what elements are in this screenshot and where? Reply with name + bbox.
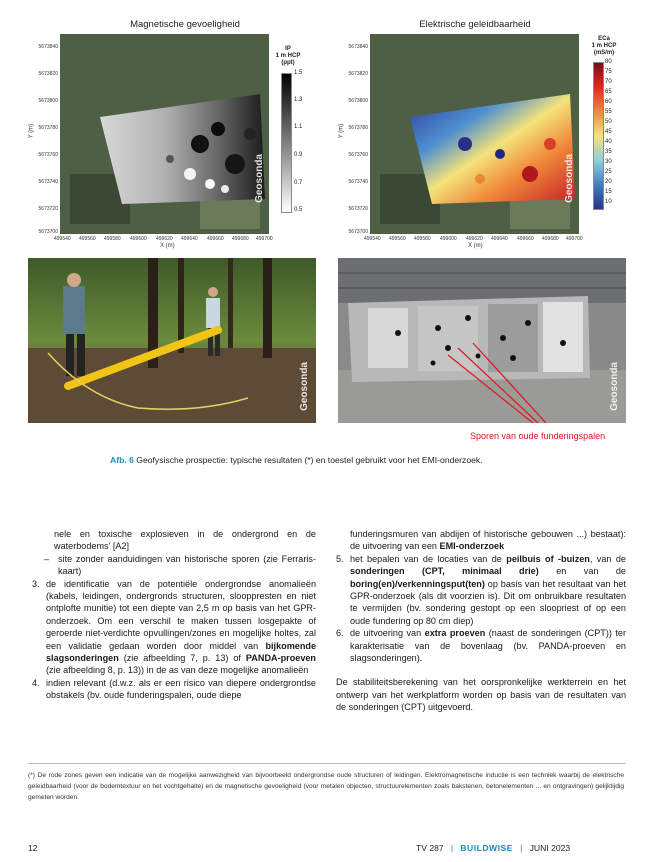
- y-tick: 5673840: [38, 44, 58, 50]
- left-colorbar: [281, 73, 292, 213]
- y-tick: 5673700: [348, 229, 368, 235]
- left-colorbar-ticks: [294, 70, 314, 215]
- left-colorbar-title: [270, 46, 306, 67]
- text-span: het bepalen van de locaties van de: [350, 553, 507, 564]
- field-photo: [28, 258, 316, 423]
- page-number: 12: [28, 843, 38, 853]
- bold-span: extra proeven: [424, 628, 486, 639]
- bold-span: peilbuis of -buizen: [506, 553, 590, 564]
- cb-tick: 15: [605, 189, 612, 195]
- caption-text: Geofysische prospectie: typische resultaten (*) en toestel gebruikt voor het EMI-onderzoek.: [133, 455, 483, 465]
- figure-caption: [110, 455, 570, 465]
- text-span: (naast de sonderingen (CPT)) ter karakterisatie van de bovenlaag (bv. PANDA-proeven en slagsonderingen).: [350, 628, 626, 664]
- cb-tick: 20: [605, 179, 612, 185]
- x-tick: 499640: [181, 236, 198, 242]
- x-tick: 499560: [79, 236, 96, 242]
- photo-watermark: Geosonda: [299, 362, 310, 411]
- right-text-column: [336, 528, 626, 714]
- cb-title-line: ECa: [598, 36, 610, 42]
- text-span: funderingsmuren van abdijen of historische gebouwen ...) bestaat): de uitvoering van een: [350, 529, 626, 552]
- cb-title-line: 1 m HCP: [591, 43, 617, 49]
- cb-tick: 75: [605, 69, 612, 75]
- y-tick: 5673700: [38, 229, 58, 235]
- cb-tick: 10: [605, 199, 612, 205]
- cb-tick: 0.5: [294, 207, 303, 213]
- x-tick: 499680: [542, 236, 559, 242]
- x-tick: 499600: [130, 236, 147, 242]
- right-plot-x-label: X (m): [468, 243, 483, 249]
- bold-span: boring(en)/verkenningsput(ten): [350, 578, 485, 589]
- text-span: de uitvoering van: [350, 628, 425, 639]
- cb-tick: 55: [605, 109, 612, 115]
- aerial-photo-svg: [338, 258, 626, 423]
- bold-span: sonderingen (CPT, minimaal drie): [350, 566, 539, 577]
- list-number: 4.: [32, 677, 40, 688]
- list-item-4-text: indien relevant (d.w.z. als er een risico van diepere ondergrondse obstakels (bv. oude funderingspalen, oude diepe: [46, 677, 316, 701]
- list-item-3: [32, 578, 316, 677]
- left-plot-x-label: X (m): [160, 243, 175, 249]
- x-tick: 499620: [156, 236, 173, 242]
- field-photo-svg: [28, 258, 316, 423]
- cb-tick: 35: [605, 149, 612, 155]
- footer-meta: [416, 843, 570, 853]
- x-tick: 499600: [440, 236, 457, 242]
- y-tick: 5673760: [348, 152, 368, 158]
- cb-title-line: (mS/m): [593, 50, 615, 56]
- continuation-text: nele en toxische explosieven in de ondergrond en de waterbodems' [A2]: [54, 529, 316, 552]
- x-tick: 499580: [414, 236, 431, 242]
- left-magnetic-map-svg: [60, 34, 269, 234]
- y-tick: 5673820: [348, 71, 368, 77]
- text-span: (zie afbeelding 8, p. 13)) in de as van deze mogelijke anomalieën: [46, 665, 309, 676]
- right-plot-y-label: Y (m): [338, 123, 345, 139]
- cb-tick: 1.1: [294, 124, 303, 130]
- bold-span: bijkomende slagsonderingen: [46, 640, 316, 664]
- y-tick: 5673840: [348, 44, 368, 50]
- x-tick: 499620: [466, 236, 483, 242]
- x-tick: 499700: [256, 236, 273, 242]
- list-number: 3.: [32, 578, 40, 589]
- footer-separator: |: [515, 843, 528, 853]
- continuation-text: [336, 528, 626, 553]
- cb-tick: 80: [605, 59, 612, 65]
- aerial-watermark: Geosonda: [609, 362, 620, 411]
- list-item-5: [336, 553, 626, 627]
- y-tick: 5673760: [38, 152, 58, 158]
- left-text-column: [32, 528, 316, 702]
- cb-tick: 65: [605, 89, 612, 95]
- funderingspalen-annotation: Sporen van oude funderingspalen: [470, 431, 606, 441]
- bold-span: EMI-onderzoek: [439, 541, 505, 552]
- right-colorbar-title: [582, 36, 626, 57]
- cb-tick: 0.7: [294, 180, 303, 186]
- cb-title-line: (ppt): [281, 60, 295, 66]
- cb-tick: 40: [605, 139, 612, 145]
- cb-tick: 0.9: [294, 152, 303, 158]
- x-tick: 499580: [104, 236, 121, 242]
- x-tick: 499660: [517, 236, 534, 242]
- left-map-watermark: Geosonda: [254, 154, 265, 203]
- list-item-6-text: [350, 627, 626, 664]
- cb-tick: 1.3: [294, 97, 303, 103]
- right-colorbar: [593, 62, 604, 210]
- list-item-3-text: [46, 578, 316, 677]
- caption-label: Afb. 6: [110, 455, 134, 465]
- y-tick: 5673720: [38, 206, 58, 212]
- issue-number: TV 287: [416, 843, 444, 853]
- y-tick: 5673800: [348, 98, 368, 104]
- right-plot-title: Elektrische geleidbaarheid: [419, 19, 531, 30]
- footnote-divider: [28, 763, 626, 764]
- cb-tick: 50: [605, 119, 612, 125]
- cb-tick: 45: [605, 129, 612, 135]
- cb-title-line: 1 m HCP: [275, 53, 301, 59]
- x-tick: 499660: [207, 236, 224, 242]
- y-tick: 5673740: [348, 179, 368, 185]
- closing-paragraph: De stabiliteitsberekening van het oorspronkelijke werkterrein en het ontwerp van het werkplatform worden op basis van de resultaten van de sonderingen (CPT) uitgevoerd.: [336, 677, 626, 713]
- right-map-watermark: Geosonda: [564, 154, 575, 203]
- right-conductivity-map-svg: [370, 34, 579, 234]
- dash-item-text: site zonder aanduidingen van historische sporen (zie Ferraris-kaart): [58, 553, 316, 577]
- x-tick: 499540: [54, 236, 71, 242]
- y-tick: 5673820: [38, 71, 58, 77]
- right-colorbar-ticks: [605, 59, 627, 214]
- y-tick: 5673780: [348, 125, 368, 131]
- list-item-4: [32, 677, 316, 702]
- list-number: 6.: [336, 628, 344, 639]
- cb-tick: 70: [605, 79, 612, 85]
- x-tick: 499700: [566, 236, 583, 242]
- brand-name: BUILDWISE: [460, 843, 514, 853]
- left-plot-title: Magnetische gevoeligheid: [130, 19, 240, 30]
- dash-bullet: –: [44, 553, 50, 564]
- issue-date: JUNI 2023: [529, 843, 571, 853]
- cb-tick: 30: [605, 159, 612, 165]
- list-item-5-text: [350, 553, 626, 627]
- cb-tick: 1.5: [294, 70, 303, 76]
- y-tick: 5673720: [348, 206, 368, 212]
- y-tick: 5673740: [38, 179, 58, 185]
- cb-tick: 60: [605, 99, 612, 105]
- y-tick: 5673780: [38, 125, 58, 131]
- cb-tick: 25: [605, 169, 612, 175]
- x-tick: 499680: [232, 236, 249, 242]
- aerial-photo: [338, 258, 626, 423]
- left-magnetic-map: [60, 34, 269, 234]
- list-number: 5.: [336, 553, 344, 564]
- x-tick: 499560: [389, 236, 406, 242]
- text-span: de identificatie van de potentiële ondergrondse anomalieën (kabels, leidingen, ondergronds structuren, slooppresten en niet ontplofte munitie) tot een diepte van 2,5 m op basis van het GPR-onderzoek. Om een verschil te maken tussen losgepakte of geroerde niet-verdichte opvullingen/zones en mogelijke holtes, zal een validatie gedaan worden door middel van: [46, 578, 316, 651]
- text-span: op basis van het resultaat van het GPR-onderzoek (als dit voorzien is). Dit om onbruikbare resultaten te vermijden (bv. sondering gestopt op een sloopriest of op een oude fundering op 80 cm diep): [350, 578, 626, 626]
- x-tick: 499640: [491, 236, 508, 242]
- right-conductivity-map: [370, 34, 579, 234]
- text-span: en van de: [538, 566, 626, 577]
- footnote: (*) De rode zones geven een indicatie van de mogelijke aanwezigheid van bijvoorbeeld ondergrondse oude structuren of leidingen. Elektromagnetische inductie is een techniek waarbij de elektrische geleidbaarheid (voor de bodemtextuur en het vochtgehalte) en de magnetische gevoeligheid (voor metalen objecten, structuurelementen zoals bakstenen, betonelementen ... en ontgravingen) gelijktijdig gemeten worden.: [28, 772, 624, 801]
- dash-list-item: [32, 553, 316, 578]
- y-tick: 5673800: [38, 98, 58, 104]
- text-span: (zie afbeelding 7, p. 13) of: [118, 653, 246, 664]
- bold-span: PANDA-proeven: [245, 653, 316, 664]
- left-plot-y-label: Y (m): [28, 123, 35, 139]
- text-span: , van de: [589, 553, 626, 564]
- list-item-6: [336, 627, 626, 664]
- x-tick: 499540: [364, 236, 381, 242]
- cb-title-line: IP: [285, 46, 291, 52]
- footer-separator: |: [446, 843, 458, 853]
